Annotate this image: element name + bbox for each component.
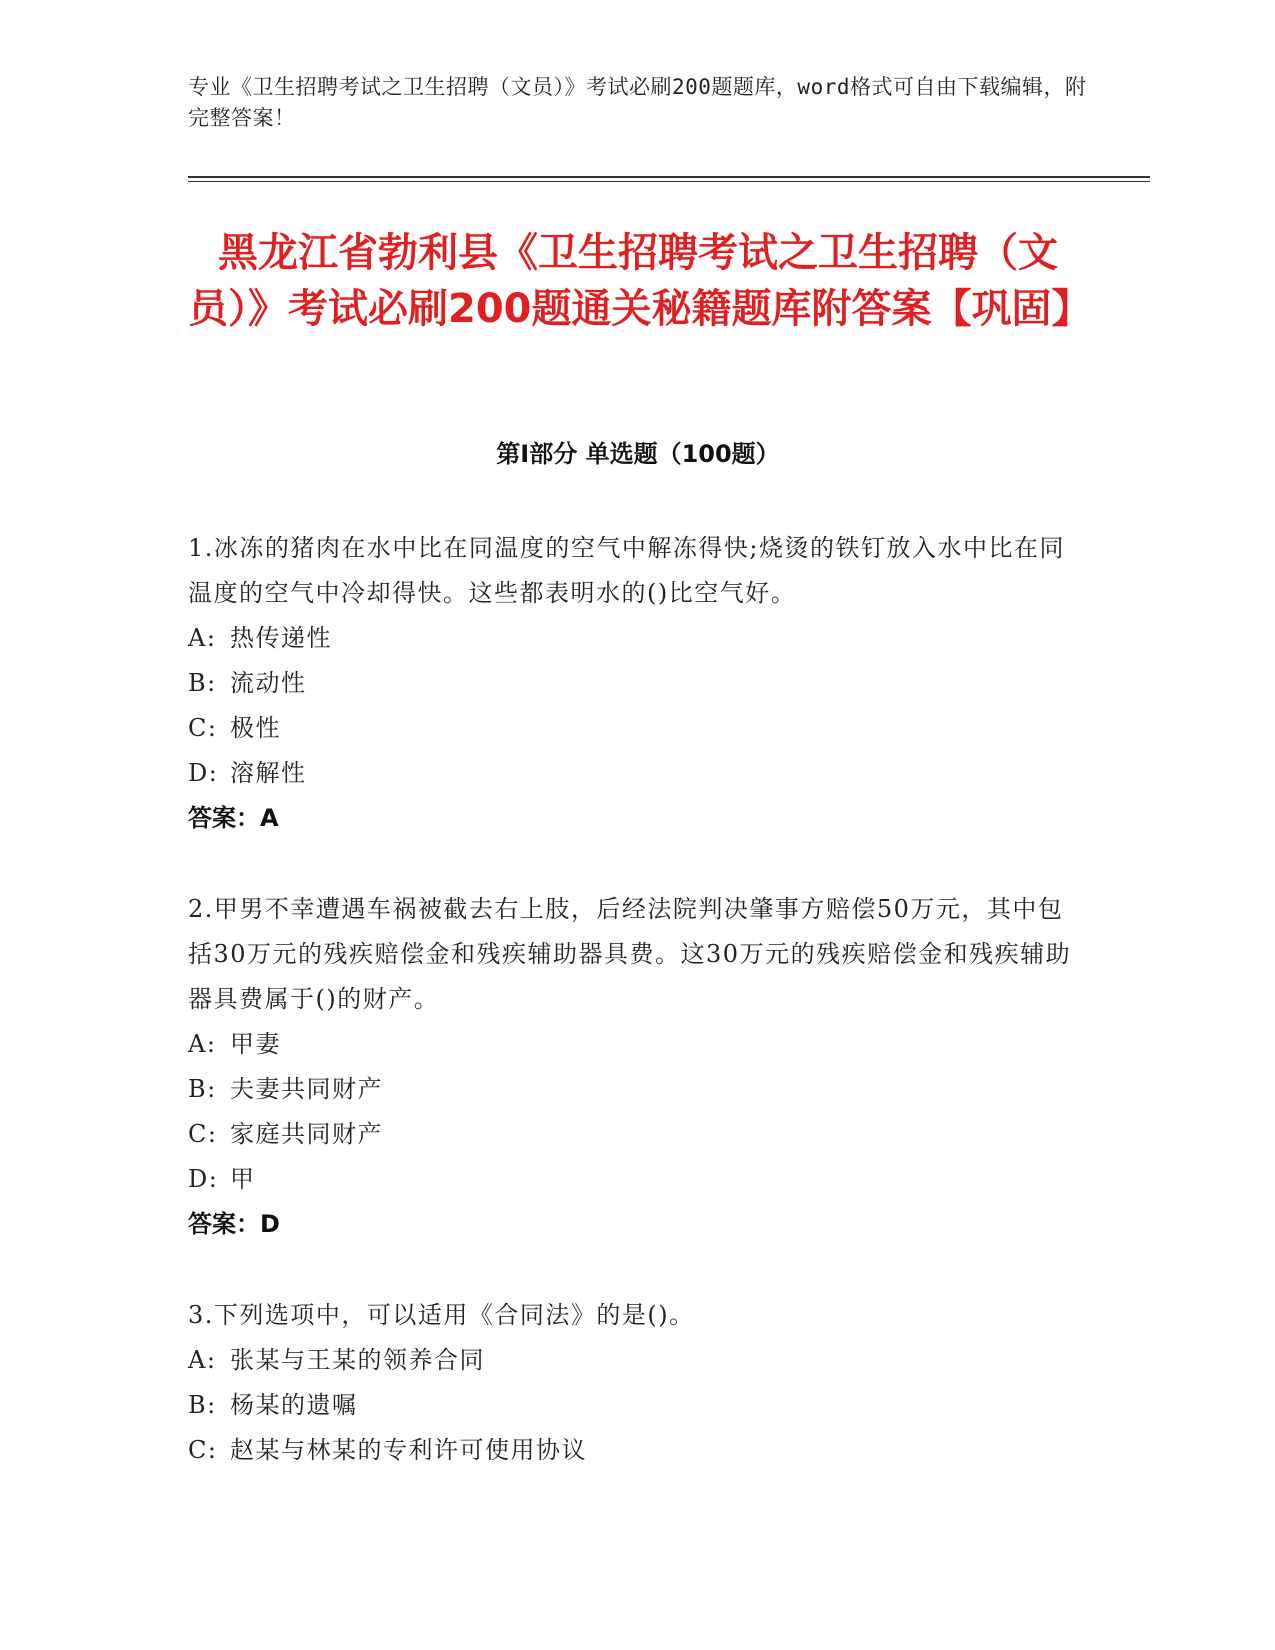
question-list xyxy=(188,526,1088,1519)
answer-line: 答案：A xyxy=(188,804,279,832)
question-stem: 1.冰冻的猪肉在水中比在同温度的空气中解冻得快;烧烫的铁钉放入水中比在同温度的空气中冷却得快。这些都表明水的()比空气好。 xyxy=(188,534,1065,607)
question-2 xyxy=(188,887,1088,1247)
option-d xyxy=(188,751,1088,796)
option-text: 热传递性 xyxy=(230,624,332,652)
question-1 xyxy=(188,526,1088,841)
answer-line: 答案：D xyxy=(188,1210,280,1238)
option-letter: C: xyxy=(188,714,218,742)
option-letter: D: xyxy=(188,1165,219,1193)
section-heading: 第Ⅰ部分 单选题（100题） xyxy=(496,440,780,468)
option-letter: A: xyxy=(188,1346,217,1374)
option-text: 甲 xyxy=(230,1165,256,1193)
header-divider-thick xyxy=(188,176,1150,178)
option-text: 杨某的遗嘱 xyxy=(230,1391,358,1419)
question-3 xyxy=(188,1293,1088,1473)
question-stem: 3.下列选项中，可以适用《合同法》的是()。 xyxy=(188,1301,695,1329)
option-b xyxy=(188,1383,1088,1428)
option-letter: D: xyxy=(188,759,219,787)
option-b xyxy=(188,1067,1088,1112)
option-letter: A: xyxy=(188,1030,217,1058)
header-note: 专业《卫生招聘考试之卫生招聘（文员）》考试必刷200题题库，word格式可自由下载编辑，附完整答案！ xyxy=(188,75,1087,130)
option-text: 甲妻 xyxy=(230,1030,281,1058)
option-c xyxy=(188,1112,1088,1157)
option-letter: B: xyxy=(188,669,217,697)
option-a xyxy=(188,616,1088,661)
option-d xyxy=(188,1157,1088,1202)
option-a xyxy=(188,1338,1088,1383)
option-text: 张某与王某的领养合同 xyxy=(230,1346,485,1374)
option-text: 流动性 xyxy=(230,669,307,697)
document-title: 黑龙江省勃利县《卫生招聘考试之卫生招聘（文员）》考试必刷200题通关秘籍题库附答案【巩固】 xyxy=(188,230,1092,332)
option-text: 极性 xyxy=(230,714,281,742)
header-divider-thin xyxy=(188,181,1150,182)
option-b xyxy=(188,661,1088,706)
option-text: 夫妻共同财产 xyxy=(230,1075,383,1103)
option-letter: C: xyxy=(188,1120,218,1148)
option-c xyxy=(188,1428,1088,1473)
option-a xyxy=(188,1022,1088,1067)
option-text: 溶解性 xyxy=(230,759,307,787)
question-stem: 2.甲男不幸遭遇车祸被截去右上肢，后经法院判决肇事方赔偿50万元，其中包括30万元的残疾赔偿金和残疾辅助器具费。这30万元的残疾赔偿金和残疾辅助器具费属于()的财产。 xyxy=(188,895,1072,1013)
option-letter: B: xyxy=(188,1075,217,1103)
option-letter: B: xyxy=(188,1391,217,1419)
option-letter: C: xyxy=(188,1436,218,1464)
option-letter: A: xyxy=(188,624,217,652)
option-c xyxy=(188,706,1088,751)
option-text: 家庭共同财产 xyxy=(230,1120,383,1148)
option-text: 赵某与林某的专利许可使用协议 xyxy=(230,1436,587,1464)
